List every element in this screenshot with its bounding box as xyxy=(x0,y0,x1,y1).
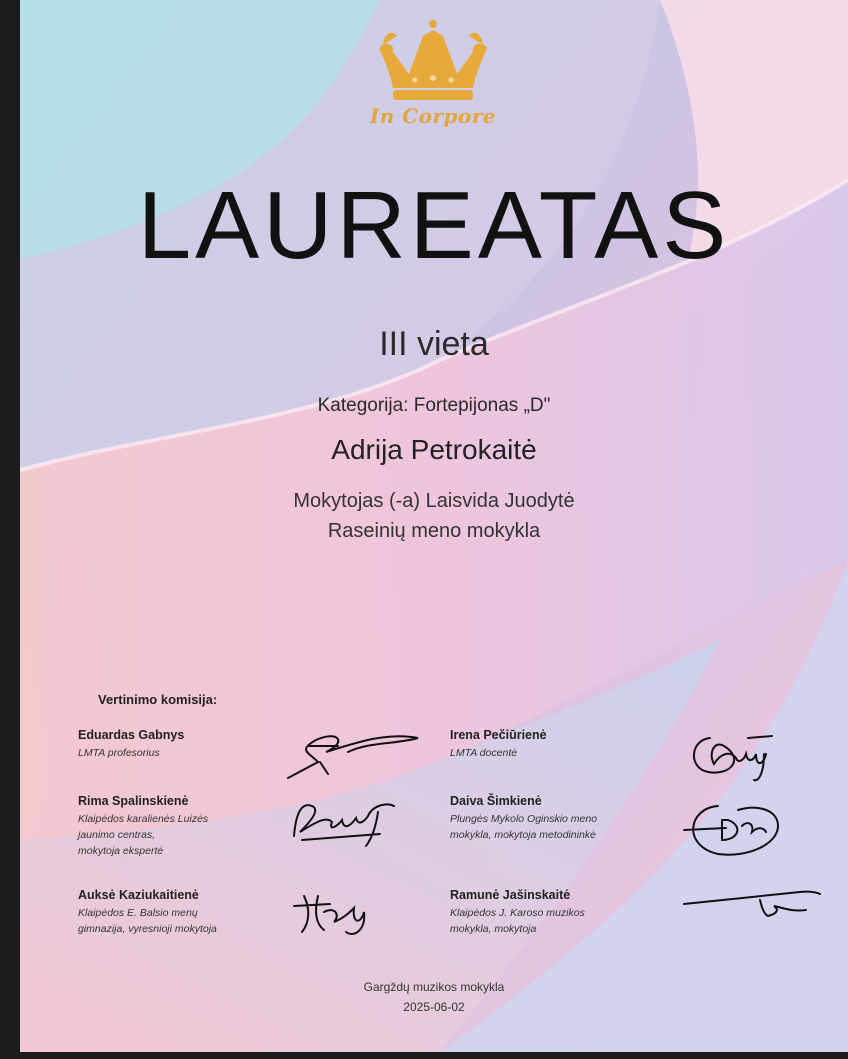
jury-member-role: LMTA docentė xyxy=(450,747,518,759)
role-line: Klaipėdos J. Karoso muzikos xyxy=(450,907,585,919)
role-line: mokytoja ekspertė xyxy=(78,845,164,857)
role-line: Klaipėdos E. Balsio menų xyxy=(78,907,198,919)
role-line: Klaipėdos karalienės Luizės xyxy=(78,813,209,825)
jury-member xyxy=(450,794,670,843)
laureate-name: Adrija Petrokaitė xyxy=(331,434,537,465)
role-line: gimnazija, vyresnioji mokytoja xyxy=(78,923,217,935)
signature-mark xyxy=(678,796,802,867)
signature-mark xyxy=(680,882,830,933)
role-line: Plungės Mykolo Oginskio meno xyxy=(450,813,598,825)
jury-member-name: Eduardas Gabnys xyxy=(78,728,185,742)
jury-member-role xyxy=(78,811,298,859)
signature-mark xyxy=(278,722,428,789)
brand-logo-text: In Corpore xyxy=(369,104,497,128)
jury-member-name: Irena Pečiūrienė xyxy=(450,728,547,742)
jury-member-name: Rima Spalinskienė xyxy=(78,794,189,808)
signature-mark xyxy=(684,724,784,791)
jury-member xyxy=(78,794,298,859)
jury-member-role: LMTA profesorius xyxy=(78,747,160,759)
jury-member xyxy=(78,728,298,761)
jury-member-name: Daiva Šimkienė xyxy=(450,794,542,808)
role-line: mokykla, mokytoja metodininkė xyxy=(450,829,596,841)
signature-mark xyxy=(282,792,402,857)
organizer-label: Gargždų muzikos mokykla xyxy=(363,980,505,994)
school-line: Raseinių meno mokykla xyxy=(327,520,541,542)
jury-heading: Vertinimo komisija: xyxy=(98,692,218,707)
jury-member-role xyxy=(450,905,670,937)
certificate-title: LAUREATAS xyxy=(137,172,731,279)
crown-icon xyxy=(369,18,497,110)
jury-member xyxy=(450,888,670,937)
signature-mark xyxy=(284,882,394,945)
jury-member-name: Auksė Kaziukaitienė xyxy=(78,888,199,902)
place-label: III vieta xyxy=(379,325,489,363)
role-line: jaunimo centras, xyxy=(78,829,156,841)
category-label: Kategorija: Fortepijonas „D" xyxy=(317,395,551,416)
jury-member-role xyxy=(78,905,298,937)
jury-member-name: Ramunė Jašinskaitė xyxy=(450,888,571,902)
jury-member-role xyxy=(450,811,670,843)
teacher-line: Mokytojas (-a) Laisvida Juodytė xyxy=(293,490,575,512)
certificate-page xyxy=(20,0,848,1052)
date-label: 2025-06-02 xyxy=(403,1000,465,1014)
jury-member xyxy=(450,728,670,761)
jury-member xyxy=(78,888,298,937)
role-line: mokykla, mokytoja xyxy=(450,923,537,935)
